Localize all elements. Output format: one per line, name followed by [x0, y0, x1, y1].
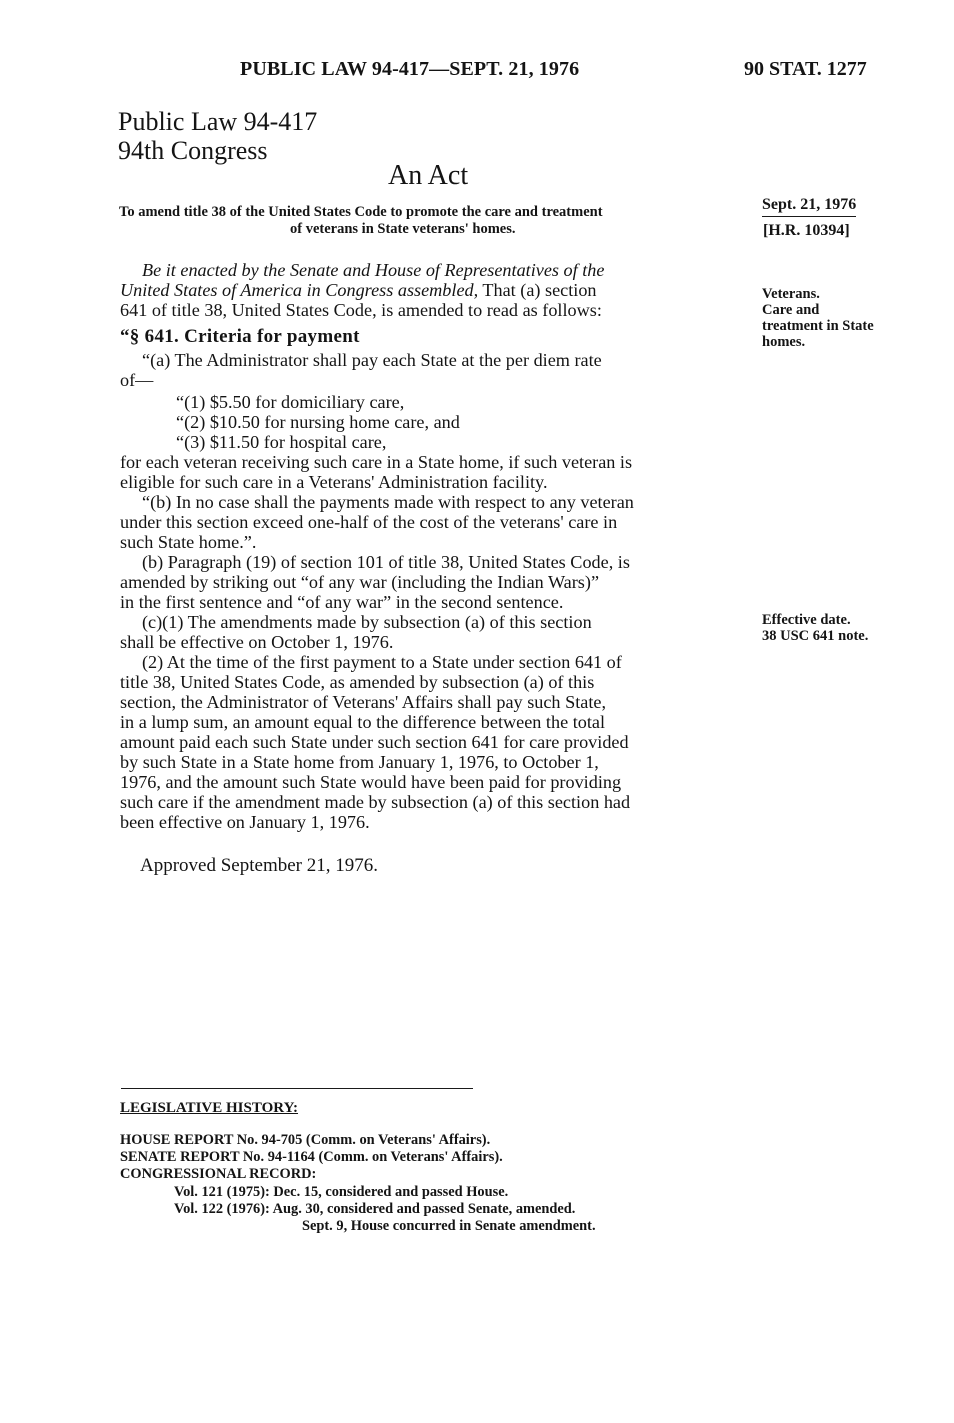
history-divider: [121, 1088, 473, 1089]
paragraph-b-line: amended by striking out “of any war (including the Indian Wars)”: [120, 572, 600, 592]
enacting-clause-italic: United States of America in Congress assembled,: [120, 280, 479, 300]
paragraph-c2-line: amount paid each such State under such section 641 for care provided: [120, 732, 629, 752]
margin-note-veterans: [762, 286, 874, 350]
subsection-b-line: such State home.”.: [120, 532, 257, 552]
act-heading: An Act: [388, 160, 469, 191]
running-head: PUBLIC LAW 94-417—SEPT. 21, 1976: [240, 58, 580, 80]
body-line: for each veteran receiving such care in a State home, if such veteran is: [120, 452, 633, 472]
paragraph-c2-line: title 38, United States Code, as amended by subsection (a) of this: [120, 672, 595, 692]
margin-note-line: homes.: [762, 334, 806, 350]
record-entry: Sept. 9, House concurred in Senate amendment.: [302, 1218, 596, 1234]
congress-number: 94th Congress: [118, 136, 268, 165]
rate-item: “(1) $5.50 for domiciliary care,: [176, 392, 405, 412]
enacting-clause-line: 641 of title 38, United States Code, is amended to read as follows:: [120, 300, 602, 320]
subsection-b-line: under this section exceed one-half of the cost of the veterans' care in: [120, 512, 618, 532]
house-report: HOUSE REPORT No. 94-705 (Comm. on Veterans' Affairs).: [120, 1132, 491, 1148]
congressional-record-heading: CONGRESSIONAL RECORD:: [120, 1166, 317, 1182]
purpose-line: To amend title 38 of the United States Code to promote the care and treatment: [119, 204, 603, 220]
margin-note-effective-date: [762, 612, 868, 644]
enacting-clause-line: Be it enacted by the Senate and House of Representatives of the: [142, 260, 605, 280]
subsection-b-line: “(b) In no case shall the payments made with respect to any veteran: [142, 492, 634, 512]
rate-item: “(3) $11.50 for hospital care,: [176, 432, 387, 452]
record-entry: Vol. 121 (1975): Dec. 15, considered and passed House.: [174, 1184, 509, 1200]
paragraph-c2-line: section, the Administrator of Veterans' Affairs shall pay such State,: [120, 692, 606, 712]
purpose-line: of veterans in State veterans' homes.: [290, 221, 516, 237]
margin-date: Sept. 21, 1976: [762, 196, 856, 217]
paragraph-b-line: (b) Paragraph (19) of section 101 of title 38, United States Code, is: [142, 552, 630, 572]
paragraph-c2-line: (2) At the time of the first payment to a State under section 641 of: [142, 652, 622, 672]
paragraph-b-line: in the first sentence and “of any war” in the second sentence.: [120, 592, 564, 612]
page-stat-number: 90 STAT. 1277: [744, 58, 867, 80]
body-line: eligible for such care in a Veterans' Administration facility.: [120, 472, 548, 492]
paragraph-c2-line: been effective on January 1, 1976.: [120, 812, 370, 832]
subsection-a-line: “(a) The Administrator shall pay each State at the per diem rate: [142, 350, 602, 370]
senate-report: SENATE REPORT No. 94-1164 (Comm. on Veterans' Affairs).: [120, 1149, 503, 1165]
margin-bill-number: [H.R. 10394]: [763, 222, 850, 239]
paragraph-c2-line: 1976, and the amount such State would have been paid for providing: [120, 772, 622, 792]
legislative-history-heading: LEGISLATIVE HISTORY:: [120, 1100, 299, 1116]
margin-note-line: 38 USC 641 note.: [762, 628, 869, 644]
margin-note-line: Effective date.: [762, 612, 851, 628]
paragraph-c1-line: (c)(1) The amendments made by subsection (a) of this section: [142, 612, 592, 632]
enacting-clause-line: [120, 280, 597, 300]
margin-note-line: Care and: [762, 302, 820, 318]
subsection-a-line: of—: [120, 370, 154, 390]
approval-date: Approved September 21, 1976.: [140, 855, 378, 876]
margin-note-line: treatment in State: [762, 318, 874, 334]
paragraph-c2-line: such care if the amendment made by subsection (a) of this section had: [120, 792, 631, 812]
enacting-clause-rest: That (a) section: [478, 280, 597, 300]
rate-item: “(2) $10.50 for nursing home care, and: [176, 412, 460, 432]
paragraph-c2-line: in a lump sum, an amount equal to the difference between the total: [120, 712, 606, 732]
section-heading: “§ 641. Criteria for payment: [120, 326, 360, 347]
law-number: Public Law 94-417: [118, 107, 318, 136]
margin-note-line: Veterans.: [762, 286, 820, 302]
paragraph-c1-line: shall be effective on October 1, 1976.: [120, 632, 394, 652]
paragraph-c2-line: by such State in a State home from January 1, 1976, to October 1,: [120, 752, 599, 772]
record-entry: Vol. 122 (1976): Aug. 30, considered and passed Senate, amended.: [174, 1201, 576, 1217]
